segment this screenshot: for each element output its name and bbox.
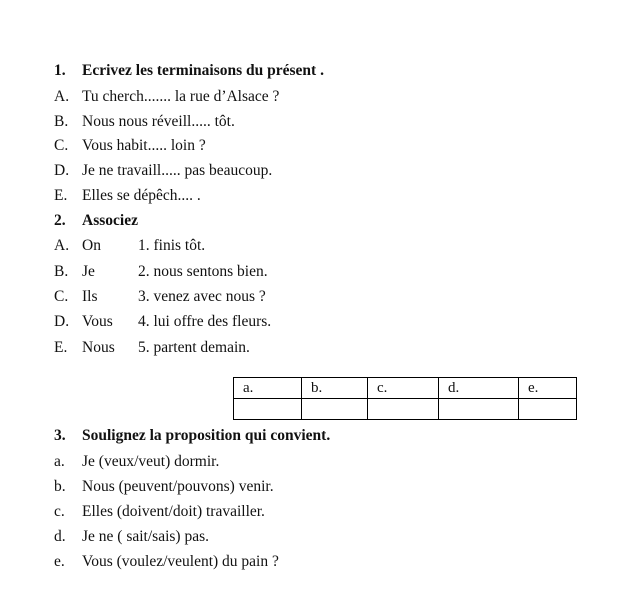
answer-header-cell: a. (234, 378, 302, 399)
answer-blank-cell[interactable] (302, 399, 368, 420)
item-label: d. (54, 528, 66, 545)
item-ending: 5. partent demain. (138, 339, 250, 356)
item-text: Je ne ( sait/sais) pas. (82, 528, 209, 545)
item-text: Tu cherch....... la rue d’Alsace ? (82, 88, 280, 105)
item-subject: Ils (82, 288, 98, 305)
answer-header-cell: d. (439, 378, 519, 399)
item-label: c. (54, 503, 65, 520)
item-subject: On (82, 237, 101, 254)
item-label: E. (54, 339, 68, 356)
answer-blank-cell[interactable] (519, 399, 577, 420)
section2-number: 2. (54, 212, 66, 229)
answer-header-cell: e. (519, 378, 577, 399)
item-text: Nous (peuvent/pouvons) venir. (82, 478, 274, 495)
item-label: B. (54, 263, 69, 280)
item-label: b. (54, 478, 66, 495)
item-text: Je (veux/veut) dormir. (82, 453, 220, 470)
item-label: C. (54, 288, 69, 305)
answer-blank-cell[interactable] (368, 399, 439, 420)
item-label: D. (54, 162, 70, 179)
item-label: C. (54, 137, 69, 154)
item-label: D. (54, 313, 70, 330)
item-subject: Je (82, 263, 95, 280)
item-ending: 1. finis tôt. (138, 237, 206, 254)
item-ending: 4. lui offre des fleurs. (138, 313, 272, 330)
section1-number: 1. (54, 62, 66, 79)
answer-table (233, 377, 577, 420)
item-label: e. (54, 553, 65, 570)
item-text: Nous nous réveill..... tôt. (82, 113, 235, 130)
item-label: B. (54, 113, 69, 130)
item-label: a. (54, 453, 65, 470)
section2-title: Associez (82, 212, 138, 229)
section1-title: Ecrivez les terminaisons du présent . (82, 62, 324, 79)
answer-header-cell: b. (302, 378, 368, 399)
item-text: Vous habit..... loin ? (82, 137, 206, 154)
answer-blank-cell[interactable] (439, 399, 519, 420)
item-subject: Nous (82, 339, 115, 356)
answer-blank-cell[interactable] (234, 399, 302, 420)
answer-table-blank-row (234, 399, 577, 420)
section3-title: Soulignez la proposition qui convient. (82, 427, 331, 444)
item-ending: 2. nous sentons bien. (138, 263, 268, 280)
item-label: A. (54, 88, 70, 105)
item-subject: Vous (82, 313, 113, 330)
section3-number: 3. (54, 427, 66, 444)
answer-table-header-row (234, 378, 577, 399)
item-text: Je ne travaill..... pas beaucoup. (82, 162, 273, 179)
item-label: E. (54, 187, 68, 204)
item-ending: 3. venez avec nous ? (138, 288, 266, 305)
item-label: A. (54, 237, 70, 254)
item-text: Elles (doivent/doit) travailler. (82, 503, 265, 520)
answer-header-cell: c. (368, 378, 439, 399)
item-text: Elles se dépêch.... . (82, 187, 201, 204)
item-text: Vous (voulez/veulent) du pain ? (82, 553, 279, 570)
